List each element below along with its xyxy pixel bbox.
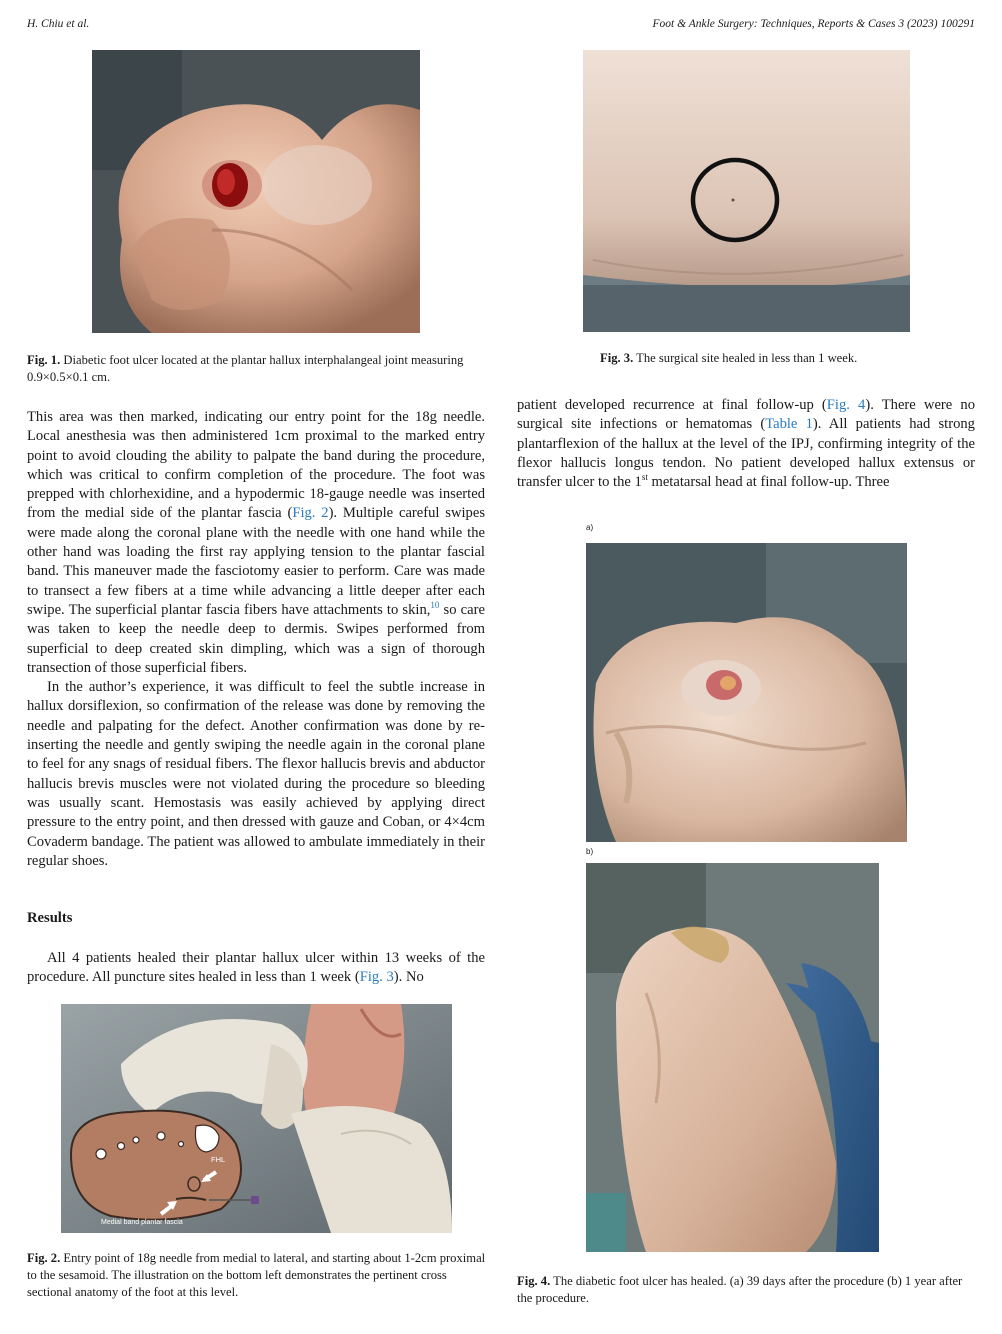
superscript-st: st [641,472,648,483]
fig3-reference-link[interactable]: Fig. 3 [359,969,394,986]
fig3-healed-site-photo [583,50,910,332]
fhl-label: FHL [211,1155,226,1164]
running-header-journal: Foot & Ankle Surgery: Techniques, Reports & Cases 3 (2023) 100291 [652,18,975,30]
running-header-authors: H. Chiu et al. [27,18,90,30]
fig4-caption-text: The diabetic foot ulcer has healed. (a) 39 days after the procedure (b) 1 year after the procedure. [517,1274,963,1305]
text-span: ). There were no surgical site infections or hematomas ( [517,397,976,433]
fig1-ulcer-photo [92,50,420,333]
text-span: so care was taken to keep the needle deep to dermis. Swipes performed from superficial to deep created skin dimpling, which was a sign of thorough transection of those superficial fibers. [27,601,485,676]
fig4b-healed-1-year-photo [586,863,879,1252]
text-span: metatarsal head at final follow-up. Three [647,474,890,491]
fig2-caption-text: Entry point of 18g needle from medial to lateral, and starting about 1-2cm proximal to the sesamoid. The illustration on the bottom left demonstrates the pertinent cross sectional anatomy of the foot at this level. [27,1251,486,1299]
fig1-caption-text: Diabetic foot ulcer located at the plantar hallux interphalangeal joint measuring 0.9×0.5×0.1 cm. [27,353,464,384]
fig2-label: Fig. 2. [27,1251,61,1265]
citation-10-link[interactable]: 10 [430,600,440,611]
text-span: ). All patients had strong plantarflexion of the hallux at the level of the IPJ, confirming integrity of the flexor hallucis longus tendon. No patient developed hallux extensus or transfer ulcer to the 1 [517,416,975,491]
paragraph-confirmation: In the author’s experience, it was difficult to feel the subtle increase in hallux dorsiflexion, so confirmation of the release was done by removing the needle and palpating for the defect. Another confirmation was done by re-inserting the needle and gently swiping the needle again in the coronal plane to feel for any snags of residual fibers. The flexor hallucis brevis and abductor hallucis brevis muscles were not violated during the procedure so bleeding was usually scant. Hemostasis was easily achieved by applying direct pressure to the entry point, and then dressed with gauze and Coban, or 4×4cm Covaderm bandage. The patient was allowed to ambulate immediately in their regular shoes. [27,679,485,869]
fig1-caption [27,352,487,386]
paragraph-results [27,949,485,988]
paragraph-outcomes [517,396,975,492]
table1-reference-link[interactable]: Table 1 [765,416,813,433]
fig4a-sublabel: a) [586,523,594,532]
fig4-caption [517,1273,977,1307]
medial-band-label: Medial band plantar fascia [101,1219,183,1226]
results-heading: Results [27,910,73,926]
text-span: patient developed recurrence at final follow-up ( [517,397,827,413]
fig4-reference-link[interactable]: Fig. 4 [826,397,866,413]
text-span: ). No [393,969,424,986]
left-column-body [27,408,485,871]
fig2-needle-entry-photo [61,1004,452,1233]
fig4a-healing-39-days-photo [586,543,907,842]
fig2-reference-link[interactable]: Fig. 2 [292,505,329,522]
fig3-caption-text: The surgical site healed in less than 1 week. [636,351,858,365]
fig4b-sublabel: b) [586,847,594,856]
fig1-label: Fig. 1. [27,353,61,367]
fig4-label: Fig. 4. [517,1274,551,1288]
text-span: ). Multiple careful swipes were made along the coronal plane with the needle with one hand while the other hand was loading the first ray applying tension to the plantar fascial band. This maneuver made the fasciotomy easier to perform. Care was made to transect a few fibers at a time while advancing a little deeper after each swipe. The superficial plantar fascia fibers have attachments to skin, [27,505,486,618]
fig3-label: Fig. 3. [600,351,634,365]
paragraph-procedure [27,408,485,678]
text-span: All 4 patients healed their plantar hallux ulcer within 13 weeks of the procedure. All puncture sites healed in less than 1 week ( [27,950,485,986]
fig2-caption [27,1250,487,1301]
text-span: This area was then marked, indicating our entry point for the 18g needle. Local anesthesia was then administered 1cm proximal to the marked entry point to avoid clouding the ability to palpate the band during the procedure, which was critical to confirm completion of the procedure. The foot was prepped with chlorhexidine, and a hypodermic 18-gauge needle was inserted from the medial side of the plantar fascia ( [27,409,485,522]
fig3-caption [600,350,960,367]
